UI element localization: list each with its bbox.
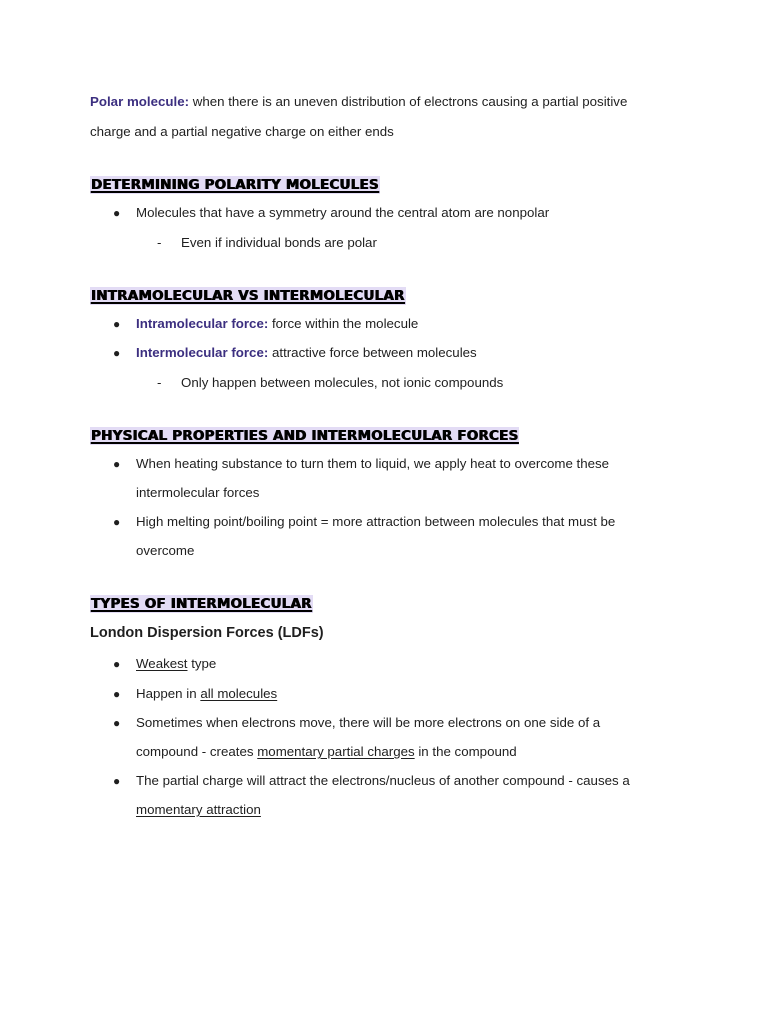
intermolecular-bullet [136, 344, 477, 362]
bullet-icon: ● [113, 716, 121, 730]
bullet-icon: ● [113, 317, 121, 331]
intramolecular-bullet [136, 315, 418, 333]
physical-bullet-2-line2: overcome [136, 543, 195, 558]
bullet-icon: ● [113, 346, 121, 360]
bullet-icon: ● [113, 515, 121, 529]
ldf-bullet-2-text: Happen in [136, 686, 201, 701]
polar-molecule-definition [90, 93, 627, 111]
ldf-bullet-4-line2 [136, 801, 261, 819]
intermolecular-text: attractive force between molecules [268, 345, 477, 360]
bullet-icon: ● [113, 687, 121, 701]
ldf-bullet-1-text: type [187, 656, 217, 671]
determining-sub-bullet-1: Even if individual bonds are polar [181, 235, 377, 250]
bullet-icon: ● [113, 657, 121, 671]
dash-icon: - [157, 375, 162, 390]
ldf-bullet-3-line1: Sometimes when electrons move, there will be more electrons on one side of a [136, 715, 601, 730]
heading-intra-vs-inter: INTRAMOLECULAR VS INTERMOLECULAR [91, 288, 405, 304]
heading-physical-properties: PHYSICAL PROPERTIES AND INTERMOLECULAR FORCES [91, 428, 519, 444]
polar-molecule-term: Polar molecule: [90, 94, 190, 109]
physical-bullet-2-line1: High melting point/boiling point = more attraction between molecules that must be [136, 514, 616, 529]
bullet-icon: ● [113, 457, 121, 471]
subheading-ldf: London Dispersion Forces (LDFs) [90, 625, 324, 641]
all-molecules-underlined: all molecules [200, 686, 278, 701]
momentary-partial-charges-underlined: momentary partial charges [257, 744, 415, 759]
intermolecular-term: Intermolecular force: [136, 345, 269, 360]
polar-molecule-text-line1: when there is an uneven distribution of electrons causing a partial positive [189, 94, 628, 109]
momentary-attraction-underlined: momentary attraction [136, 802, 261, 817]
ldf-bullet-1 [136, 655, 216, 673]
polar-molecule-text-line2: charge and a partial negative charge on either ends [90, 124, 394, 139]
determining-bullet-1: Molecules that have a symmetry around the central atom are nonpolar [136, 205, 550, 220]
ldf-bullet-2 [136, 685, 277, 703]
intramolecular-text: force within the molecule [268, 316, 419, 331]
heading-determining-polarity: DETERMINING POLARITY MOLECULES [91, 177, 379, 193]
weakest-underlined: Weakest [136, 656, 188, 671]
ldf-bullet-3-line2 [136, 743, 517, 761]
heading-types-of-intermolecular: TYPES OF INTERMOLECULAR [91, 596, 312, 612]
ldf-bullet-4-line1: The partial charge will attract the electrons/nucleus of another compound - causes a [136, 773, 630, 788]
ldf-bullet-3-post: in the compound [414, 744, 517, 759]
physical-bullet-1-line1: When heating substance to turn them to liquid, we apply heat to overcome these [136, 456, 610, 471]
physical-bullet-1-line2: intermolecular forces [136, 485, 260, 500]
dash-icon: - [157, 235, 162, 250]
bullet-icon: ● [113, 774, 121, 788]
bullet-icon: ● [113, 206, 121, 220]
intermolecular-sub-bullet: Only happen between molecules, not ionic compounds [181, 375, 504, 390]
intramolecular-term: Intramolecular force: [136, 316, 269, 331]
ldf-bullet-3-pre: compound - creates [136, 744, 258, 759]
